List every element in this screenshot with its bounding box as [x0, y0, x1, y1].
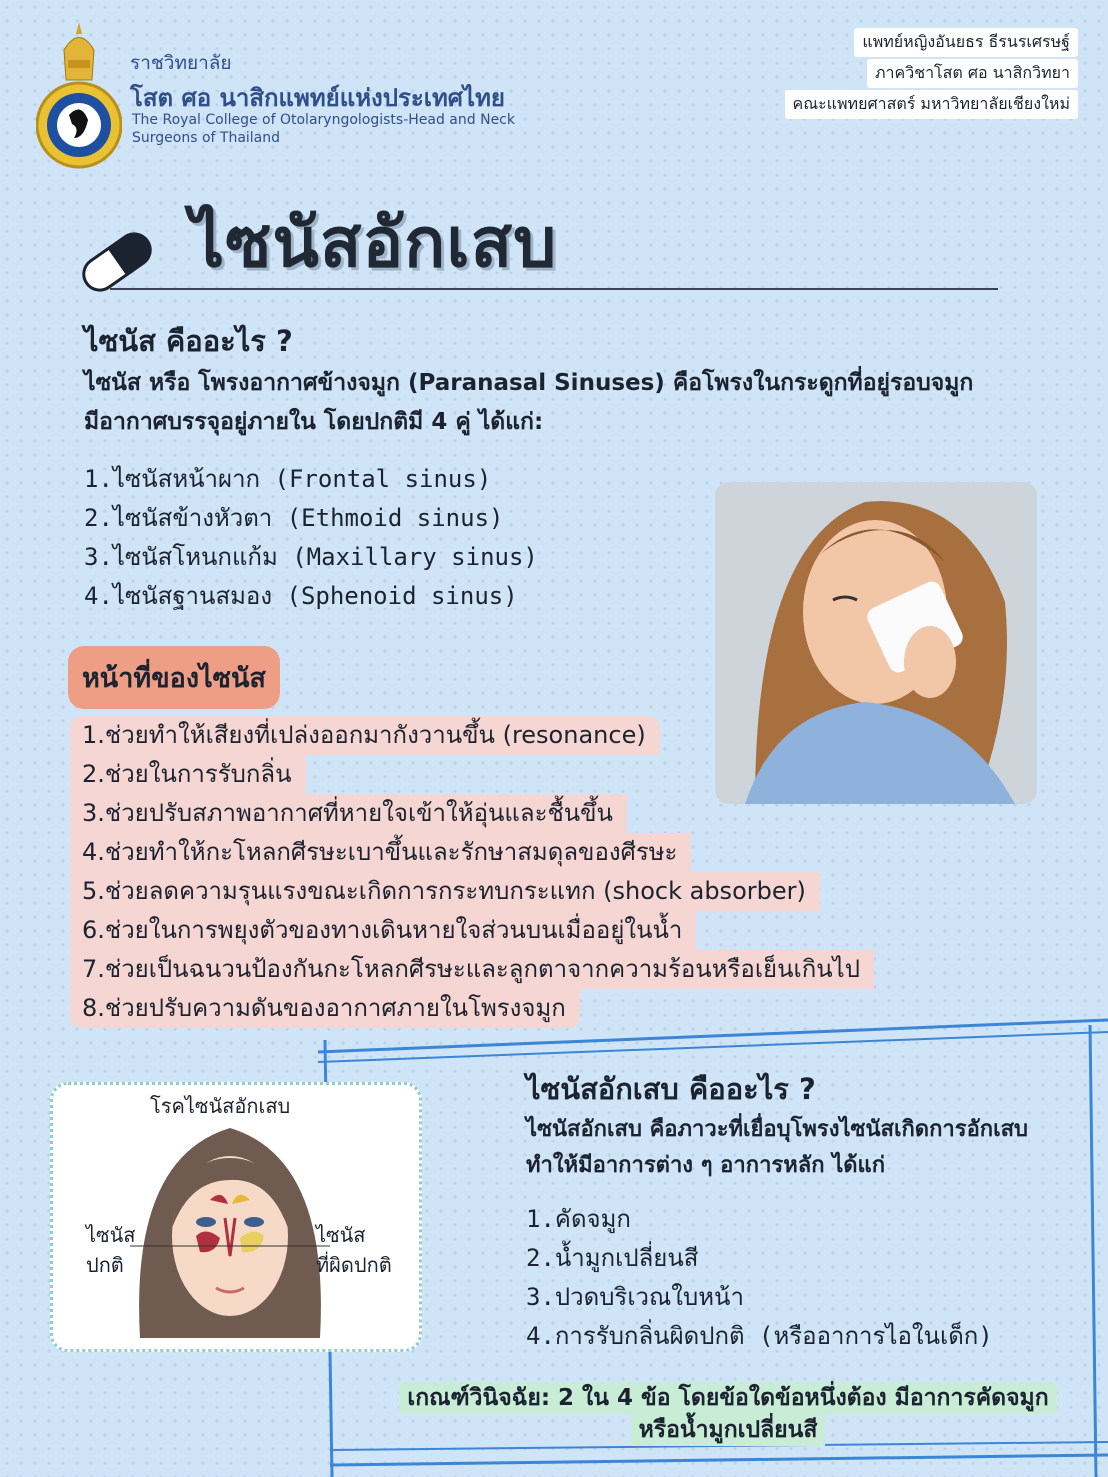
institution-th-line1: ราชวิทยาลัย — [130, 52, 232, 74]
list-item: 7.ช่วยเป็นฉนวนป้องกันกะโหลกศีรษะและลูกตาจากความร้อนหรือเย็นเกินไป — [70, 950, 874, 989]
diagram-title: โรคไซนัสอักเสบ — [150, 1094, 291, 1118]
list-item: 2.ช่วยในการรับกลิ่น — [70, 755, 306, 794]
list-item: 3.ไซนัสโหนกแก้ม (Maxillary sinus) — [84, 543, 538, 571]
label-line: ปกติ — [86, 1253, 124, 1277]
functions-list — [70, 716, 874, 1028]
author-block — [785, 28, 1078, 121]
sinusitis-heading: ไซนัสอักเสบ คืออะไร ? — [526, 1072, 816, 1106]
criteria-line2: หรือน้ำมูกเปลี่ยนสี — [631, 1414, 826, 1446]
diagnostic-criteria — [368, 1382, 1088, 1446]
list-item: 6.ช่วยในการพยุงตัวของทางเดินหายใจส่วนบนเมื่ออยู่ในน้ำ — [70, 911, 696, 950]
list-item: 8.ช่วยปรับความดันของอากาศภายในโพรงจมูก — [70, 989, 580, 1028]
sinus-types-list — [84, 460, 538, 616]
label-line: ไซนัส — [316, 1223, 366, 1247]
list-item: 3.ปวดบริเวณใบหน้า — [526, 1283, 744, 1311]
face-illustration — [130, 1118, 330, 1338]
criteria-line1: เกณฑ์วินิจฉัย: 2 ใน 4 ข้อ โดยข้อใดข้อหนึ่งต้อง มีอาการคัดจมูก — [399, 1382, 1056, 1414]
functions-heading: หน้าที่ของไซนัส — [68, 646, 280, 709]
institution-en-line2: Surgeons of Thailand — [132, 130, 281, 146]
list-item: 1.คัดจมูก — [526, 1205, 631, 1233]
label-line: ไซนัส — [86, 1223, 136, 1247]
list-item: 1.ไซนัสหน้าผาก (Frontal sinus) — [84, 465, 492, 493]
list-item: 5.ช่วยลดความรุนแรงขณะเกิดการกระทบกระแทก (shock absorber) — [70, 872, 820, 911]
author-faculty: คณะแพทยศาสตร์ มหาวิทยาลัยเชียงใหม่ — [785, 90, 1078, 119]
label-line: ที่ผิดปกติ — [316, 1253, 392, 1277]
sinus-heading: ไซนัส คืออะไร ? — [84, 324, 293, 358]
sinusitis-definition: ไซนัสอักเสบ คือภาวะที่เยื่อบุโพรงไซนัสเกิดการอักเสบทำให้มีอาการต่าง ๆ อาการหลัก ได้แก่ — [526, 1117, 1029, 1178]
author-department: ภาควิชาโสต ศอ นาสิกวิทยา — [867, 59, 1078, 88]
author-name: แพทย์หญิงอันยธร ธีรนรเศรษฐ์ — [854, 28, 1078, 57]
list-item: 1.ช่วยทำให้เสียงที่เปล่งออกมากังวานขึ้น (resonance) — [70, 716, 660, 755]
list-item: 4.ช่วยทำให้กะโหลกศีรษะเบาขึ้นและรักษาสมดุลของศีรษะ — [70, 833, 691, 872]
list-item: 4.การรับกลิ่นผิดปกติ (หรืออาการไอในเด็ก) — [526, 1322, 993, 1350]
title-divider — [110, 288, 998, 290]
royal-college-logo — [36, 20, 122, 170]
abnormal-sinus-label — [316, 1220, 392, 1280]
sinus-definition: ไซนัส หรือ โพรงอากาศข้างจมูก (Paranasal Sinuses) คือโพรงในกระดูกที่อยู่รอบจมูก มีอากาศบรรจุอยู่ภายใน โดยปกติมี 4 คู่ ได้แก่: — [84, 370, 974, 435]
list-item: 2.น้ำมูกเปลี่ยนสี — [526, 1244, 699, 1272]
page-title: ไซนัสอักเสบ — [190, 204, 558, 283]
list-item: 4.ไซนัสฐานสมอง (Sphenoid sinus) — [84, 582, 518, 610]
symptoms-list — [526, 1200, 993, 1356]
pill-icon — [72, 222, 162, 302]
institution-th-line2: โสต ศอ นาสิกแพทย์แห่งประเทศไทย — [130, 84, 505, 112]
list-item: 2.ไซนัสข้างหัวตา (Ethmoid sinus) — [84, 504, 504, 532]
normal-sinus-label — [86, 1220, 136, 1280]
list-item: 3.ช่วยปรับสภาพอากาศที่หายใจเข้าให้อุ่นและชื้นขึ้น — [70, 794, 627, 833]
institution-en-line1: The Royal College of Otolaryngologists-Head and Neck — [132, 112, 515, 128]
